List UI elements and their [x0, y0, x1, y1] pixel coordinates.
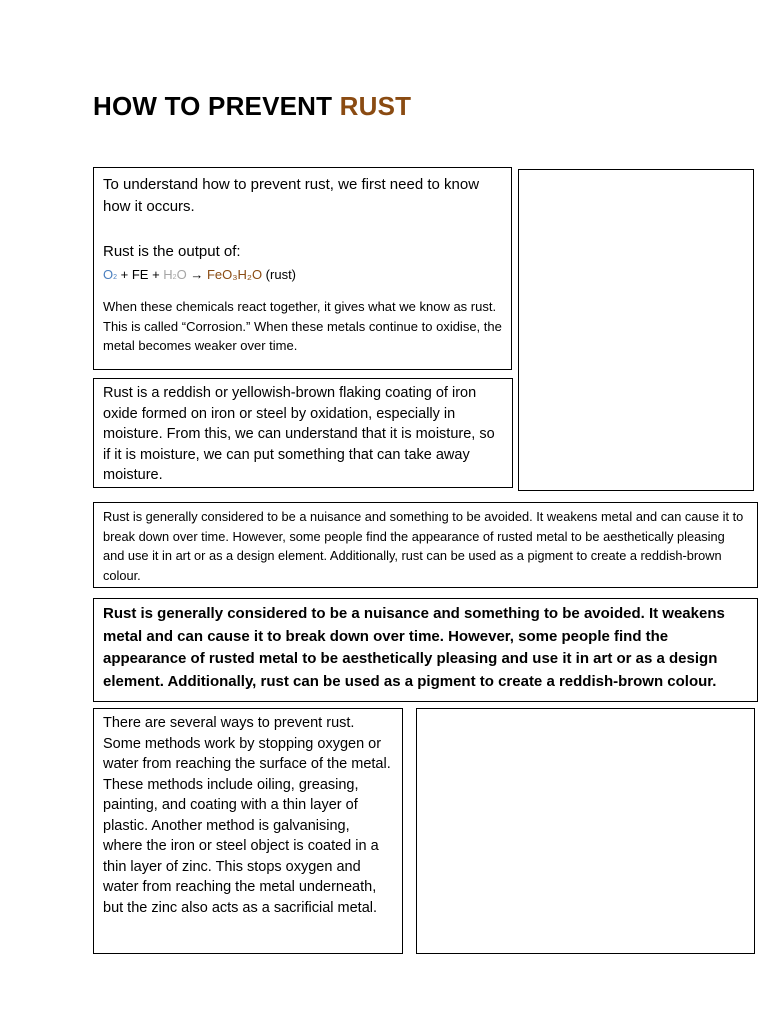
page-title: [93, 90, 411, 122]
nuisance-box-large: [93, 598, 758, 702]
equation-product: FeO₃H₂O: [206, 267, 263, 282]
equation-o2: O2: [103, 267, 118, 282]
intro-text-1: To understand how to prevent rust, we first need to know how it occurs.: [103, 176, 480, 215]
intro-box: [93, 167, 512, 370]
equation-arrow: →: [186, 267, 207, 282]
image-placeholder-top: [518, 169, 754, 491]
nuisance-text-small: Rust is generally considered to be a nuisance and something to be avoided. It weakens metal and can cause it to break down over time. However, some people find the appearance of rusted metal to be aesthetically pleasing and use it in art or as a design element. Additionally, rust can be used as a pigment to create a reddish-brown colour.: [103, 509, 744, 583]
prevention-box: [93, 708, 403, 954]
chemical-equation: [103, 265, 502, 288]
intro-text-3: When these chemicals react together, it gives what we know as rust. This is called “Corrosion.” When these metals continue to oxidise, the metal becomes weaker over time.: [103, 299, 502, 353]
equation-suffix: (rust): [262, 267, 297, 282]
image-placeholder-bottom: [416, 708, 755, 954]
nuisance-text-large: Rust is generally considered to be a nuisance and something to be avoided. It weakens metal and can cause it to break down over time. However, some people find the appearance of rusted metal to be aesthetically pleasing and use it in art or as a design element. Additionally, rust can be used as a pigment to create a reddish-brown colour.: [103, 605, 725, 690]
equation-plus-fe: + FE +: [117, 267, 164, 282]
nuisance-box-small: [93, 502, 758, 588]
definition-text: Rust is a reddish or yellowish-brown flaking coating of iron oxide formed on iron or steel by oxidation, especially in moisture. From this, we can understand that it is moisture, so if it is moisture, we can put something that can take away moisture.: [103, 385, 495, 483]
definition-box: [93, 378, 513, 488]
intro-text-2: Rust is the output of:: [103, 243, 241, 260]
prevention-text: There are several ways to prevent rust. Some methods work by stopping oxygen or water from reaching the surface of the metal. These methods include oiling, greasing, painting, and coating with a thin layer of plastic. Another method is galvanising, where the iron or steel object is coated in a thin layer of zinc. This stops oxygen and water from reaching the metal underneath, but the zinc also acts as a sacrificial metal.: [103, 715, 391, 916]
title-main: HOW TO PREVENT: [93, 91, 340, 121]
title-accent: RUST: [339, 91, 412, 121]
equation-h2o: H2O: [163, 267, 187, 282]
